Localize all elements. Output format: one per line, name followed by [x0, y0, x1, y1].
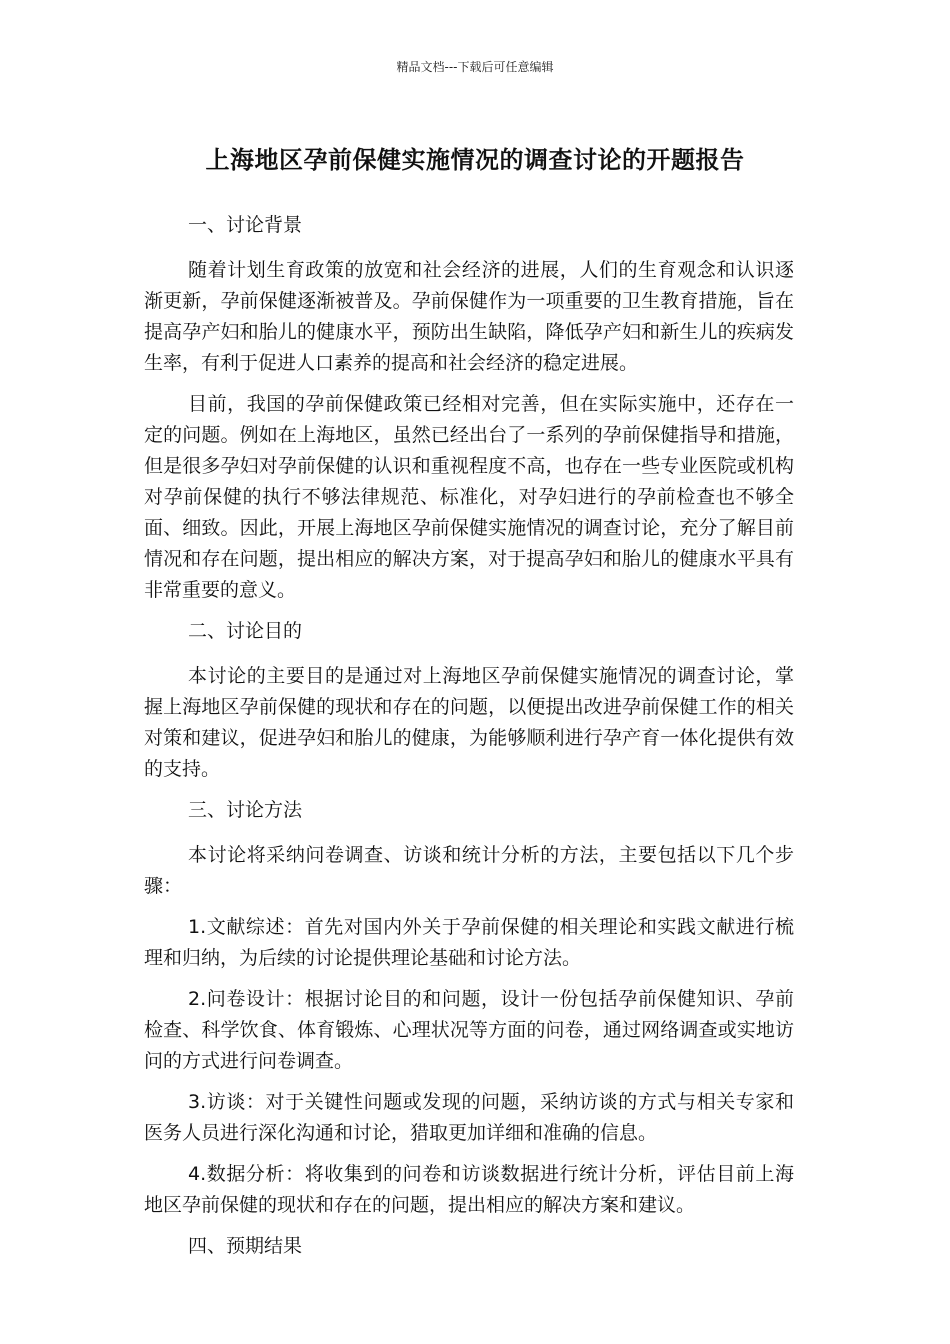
- document-title: 上海地区孕前保健实施情况的调查讨论的开题报告: [205, 146, 745, 174]
- paragraph: 本讨论将采纳问卷调查、访谈和统计分析的方法，主要包括以下几个步骤：: [144, 844, 794, 897]
- section-heading-method: 三、讨论方法: [188, 799, 303, 821]
- section-heading-background: 一、讨论背景: [188, 214, 303, 236]
- list-item-literature-review: 1.文献综述：首先对国内外关于孕前保健的相关理论和实践文献进行梳理和归纳，为后续的讨论提供理论基础和讨论方法。: [144, 916, 794, 969]
- header-note: 精品文档---下载后可任意编辑: [396, 60, 554, 74]
- section-heading-expected-results: 四、预期结果: [188, 1235, 303, 1257]
- paragraph: 随着计划生育政策的放宽和社会经济的进展，人们的生育观念和认识逐渐更新，孕前保健逐渐被普及。孕前保健作为一项重要的卫生教育措施，旨在提高孕产妇和胎儿的健康水平，预防出生缺陷，降低孕产妇和新生儿的疾病发生率，有利于促进人口素养的提高和社会经济的稳定进展。: [144, 259, 794, 374]
- section-heading-purpose: 二、讨论目的: [188, 620, 303, 642]
- list-item-data-analysis: 4.数据分析：将收集到的问卷和访谈数据进行统计分析，评估目前上海地区孕前保健的现状和存在的问题，提出相应的解决方案和建议。: [144, 1163, 794, 1216]
- list-item-interview: 3.访谈：对于关键性问题或发现的问题，采纳访谈的方式与相关专家和医务人员进行深化沟通和讨论，猎取更加详细和准确的信息。: [144, 1091, 794, 1144]
- document-body: [144, 210, 794, 1276]
- list-item-questionnaire-design: 2.问卷设计：根据讨论目的和问题，设计一份包括孕前保健知识、孕前检查、科学饮食、体育锻炼、心理状况等方面的问卷，通过网络调查或实地访问的方式进行问卷调查。: [144, 988, 794, 1072]
- paragraph: 本讨论的主要目的是通过对上海地区孕前保健实施情况的调查讨论，掌握上海地区孕前保健的现状和存在的问题，以便提出改进孕前保健工作的相关对策和建议，促进孕妇和胎儿的健康，为能够顺利进行孕产育一体化提供有效的支持。: [144, 665, 794, 780]
- paragraph: 目前，我国的孕前保健政策已经相对完善，但在实际实施中，还存在一定的问题。例如在上海地区，虽然已经出台了一系列的孕前保健指导和措施，但是很多孕妇对孕前保健的认识和重视程度不高，也存在一些专业医院或机构对孕前保健的执行不够法律规范、标准化，对孕妇进行的孕前检查也不够全面、细致。因此，开展上海地区孕前保健实施情况的调查讨论，充分了解目前情况和存在问题，提出相应的解决方案，对于提高孕妇和胎儿的健康水平具有非常重要的意义。: [144, 393, 794, 601]
